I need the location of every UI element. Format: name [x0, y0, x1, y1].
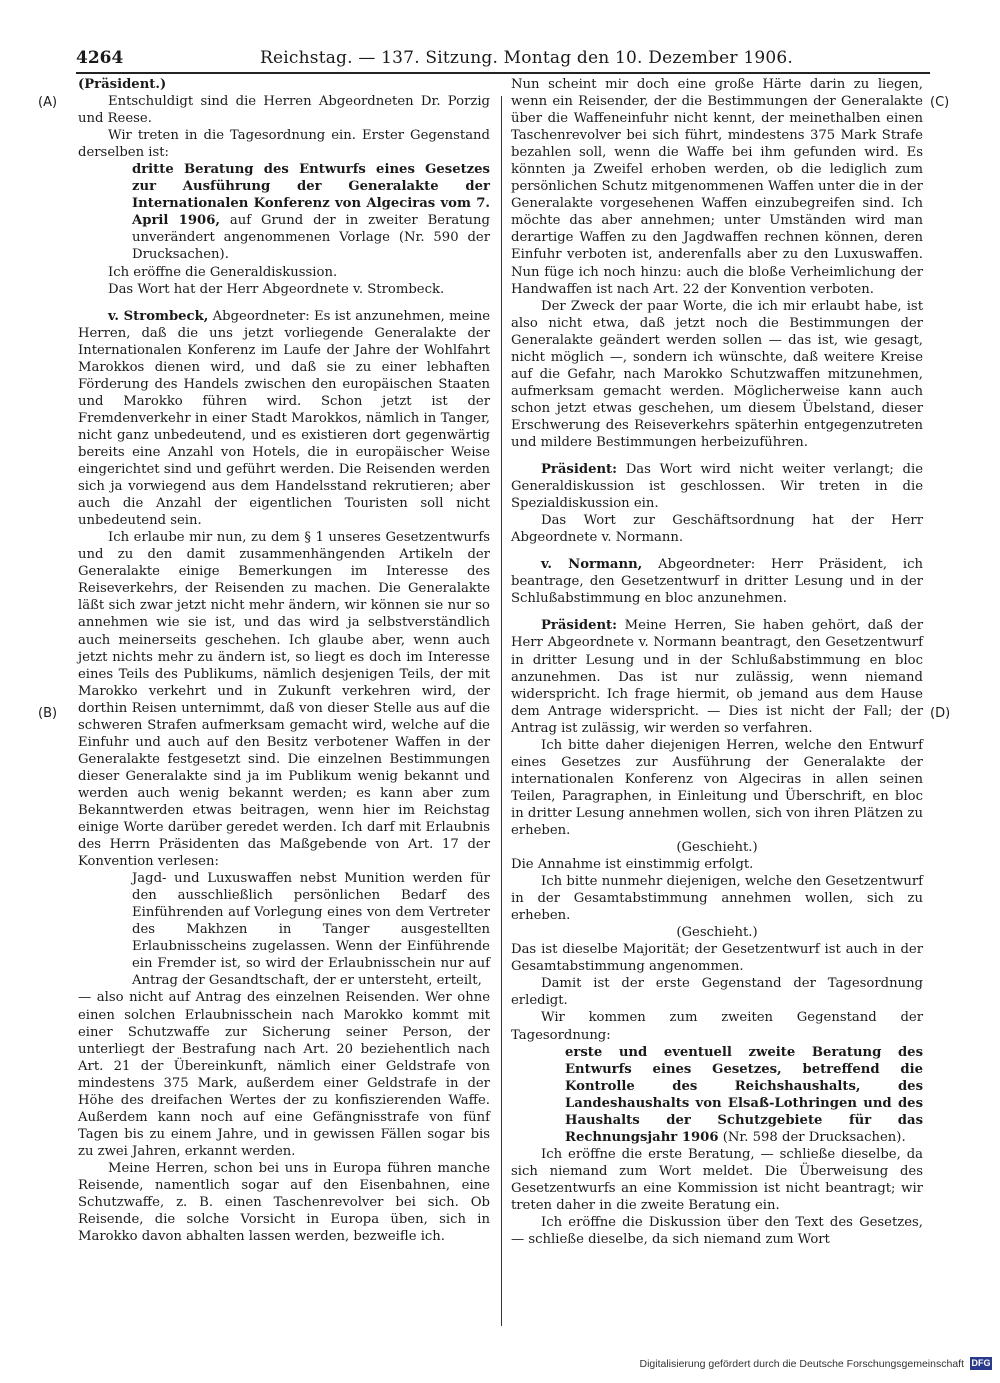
paragraph: Nun scheint mir doch eine große Härte darin zu liegen, wenn ein Reisender, der die Bestimmungen der Generalakte über die Waffeneinfuhr nicht kennt, der meinethalben einen Taschenrevolver bei sich führt, mindestens 375 Mark Strafe bezahlen soll, wenn die Waffe bei ihm gefunden wird. Es könnten ja Zweifel erhoben werden, ob die lediglich zum persönlichen Schutz mitgenommenen Waffen unter die in der Generalakte vorgesehenen Waffen einzubegreifen sind. Ich möchte das aber annehmen; unter Umständen wird man derartige Waffen zu den Jagdwaffen rechnen können, deren Einfuhr verboten ist, anderenfalls aber zu den Luxuswaffen. Nun füge ich noch hinzu: auch die bloße Verheimlichung der Handwaffen ist nach Art. 22 der Konvention verboten.: [511, 77, 923, 297]
margin-mark-d: (D): [930, 706, 951, 721]
speech-text: Abgeordneter: Es ist anzunehmen, meine Herren, daß die uns jetzt vorliegende Generalakte der Internationalen Konferenz im Laufe der Jahre der Wohlfahrt Marokkos dienen wird, und daß sie zu einer lebhaften Förderung des Handels zwischen den europäischen Staaten und Marokko führen wird. Schon jetzt ist der Fremdenverkehr in einer Stadt Marokkos, nämlich in Tanger, nicht ganz unbedeutend, und es existieren dort gegenwärtig bereits eine Anzahl von Hotels, die in europäischer Weise eingerichtet sind und geführt werden. Die Reisenden werden sich ja vorwiegend aus dem Handelsstand rekrutieren; aber auch die Anzahl der eigentlichen Touristen soll nicht unbedeutend sein.: [78, 308, 491, 529]
speech-text: Abgeordneter: Herr Präsident, ich beantrage, den Gesetzentwurf in dritter Lesung und in der Schlußabstimmung en bloc anzunehmen.: [511, 557, 923, 607]
page-number: 4264: [76, 48, 124, 68]
speech: [511, 556, 923, 607]
speech: [511, 617, 923, 736]
margin-mark-c: (C): [930, 95, 950, 110]
column-divider: [501, 96, 502, 1326]
speaker-name: v. Normann,: [541, 557, 643, 573]
paragraph: Die Annahme ist einstimmig erfolgt.: [511, 857, 754, 873]
speaker-name: v. Strombeck,: [108, 308, 209, 324]
quoted-article: Jagd- und Luxuswaffen nebst Munition werden für den ausschließlich persönlichen Bedarf des Einführenden auf Vorlegung eines von dem Vertreter des Makhzen in Tanger ausgestellten Erlaubnisscheins zugelassen. Wenn der Einführende ein Fremder ist, so wird der Erlaubnisschein nur auf Antrag der Gesandtschaft, der er untersteht, erteilt,: [132, 871, 490, 989]
paragraph: Ich eröffne die erste Beratung, — schließe dieselbe, da sich niemand zum Wort meldet. Die Überweisung des Gesetzentwurfs an eine Kommission ist nicht beantragt; wir treten daher in die zweite Beratung ein.: [511, 1146, 923, 1213]
page-header: [76, 46, 930, 72]
speech-text: Das Wort wird nicht weiter verlangt; die Generaldiskussion ist geschlossen. Wir treten in die Spezialdiskussion ein.: [511, 462, 923, 512]
margin-mark-b: (B): [38, 706, 58, 721]
speech-text: Meine Herren, Sie haben gehört, daß der Herr Abgeordnete v. Normann beantragt, den Gesetzentwurf in dritter Lesung und in der Schlußabstimmung en bloc anzunehmen. Das ist nur zulässig, wenn niemand widerspricht. Ich frage hiermit, ob jemand aus dem Hause dem Antrage widerspricht. — Dies ist nicht der Fall; der Antrag ist zulässig, wir werden so verfahren.: [511, 618, 923, 736]
left-column: [78, 76, 490, 1245]
paragraph: Damit ist der erste Gegenstand der Tagesordnung erledigt.: [511, 976, 923, 1009]
margin-mark-a: (A): [38, 95, 58, 110]
running-title: Reichstag. — 137. Sitzung. Montag den 10. Dezember 1906.: [260, 48, 794, 68]
paragraph: Das ist dieselbe Majorität; der Gesetzentwurf ist auch in der Gesamtabstimmung angenommen.: [511, 942, 923, 975]
agenda-item-detail: (Nr. 598 der Drucksachen).: [718, 1129, 906, 1145]
agenda-item-detail: auf Grund der in zweiter Beratung unverändert angenommenen Vorlage (Nr. 590 der Drucksachen).: [132, 213, 490, 263]
digitization-credit: Digitalisierung gefördert durch die Deutsche Forschungsgemeinschaft: [639, 1358, 964, 1370]
paragraph: Entschuldigt sind die Herren Abgeordneten Dr. Porzig und Reese.: [78, 94, 490, 127]
speech: [511, 461, 923, 512]
header-rule: [76, 72, 930, 74]
speaker-name: Präsident:: [541, 462, 618, 478]
paragraph: Das Wort zur Geschäftsordnung hat der Herr Abgeordnete v. Normann.: [511, 513, 923, 546]
agenda-item-title: erste und eventuell zweite Beratung des Entwurfs eines Gesetzes, betreffend die Kontrolle des Reichshaushalts, des Landeshaushalts von Elsaß-Lothringen und des Haushalts der Schutzgebiete für das Rechnungsjahr 1906: [565, 1044, 923, 1145]
paragraph: Wir treten in die Tagesordnung ein. Erster Gegenstand derselben ist:: [78, 128, 490, 161]
paragraph: Ich bitte nunmehr diejenigen, welche den Gesetzentwurf in der Gesamtabstimmung annehmen wollen, sich zu erheben.: [511, 874, 923, 924]
stage-direction: (Geschieht.): [676, 925, 758, 941]
paragraph: Der Zweck der paar Worte, die ich mir erlaubt habe, ist also nicht etwa, daß jetzt noch die Bestimmungen der Generalakte geändert werden sollen — das ist, wie gesagt, nicht möglich —, sondern ich wünschte, daß weitere Kreise auf die Gefahr, nach Marokko Schutzwaffen mitzunehmen, aufmerksam gemacht werden. Möglicherweise kann auch schon jetzt etwas geschehen, um diesem Übelstand, dieser Erschwerung des Reiseverkehrs späterhin entgegenzutreten und mildere Bestimmungen herbeizuführen.: [511, 298, 923, 450]
stage-direction: (Geschieht.): [676, 840, 758, 856]
paragraph: Wir kommen zum zweiten Gegenstand der Tagesordnung:: [511, 1010, 923, 1043]
agenda-item: [132, 161, 490, 263]
agenda-item: [565, 1044, 923, 1146]
speaker-name: Präsident:: [541, 618, 618, 634]
paragraph: Meine Herren, schon bei uns in Europa führen manche Reisende, namentlich sogar auf den Eisenbahnen, eine Schutzwaffe, z. B. einen Taschenrevolver bei sich. Ob Reisende, die solche Vorsicht in Europa üben, sich in Marokko davon abhalten lassen werden, bezweifle ich.: [78, 1160, 490, 1245]
right-column: [511, 76, 923, 1248]
paragraph: Ich eröffne die Diskussion über den Text des Gesetzes, — schließe dieselbe, da sich niemand zum Wort: [511, 1215, 923, 1248]
dfg-logo: DFG: [971, 1358, 991, 1368]
speaker-label: (Präsident.): [78, 77, 167, 92]
paragraph: — also nicht auf Antrag des einzelnen Reisenden. Wer ohne einen solchen Erlaubnisschein nach Marokko kommt mit einer Schutzwaffe zur Sicherung seiner Person, der unterliegt der Bestrafung nach Art. 20 beziehentlich nach Art. 21 der Übereinkunft, nämlich einer Geldstrafe von mindestens 375 Mark, außerdem einer Geldstrafe in der Höhe des dreifachen Wertes der zu konfiszierenden Waffe. Außerdem kann noch auf eine Gefängnisstrafe von fünf Tagen bis zu einem Jahre, und in gewissen Fällen sogar bis zu zwei Jahren, erkannt werden.: [78, 990, 490, 1159]
paragraph: Ich bitte daher diejenigen Herren, welche den Entwurf eines Gesetzes zur Ausführung der Generalakte der internationalen Konferenz von Algeciras in allen seinen Teilen, Paragraphen, in Einleitung und Überschrift, en bloc in dritter Lesung annehmen wollen, sich von ihren Plätzen zu erheben.: [511, 737, 923, 838]
speech: [78, 308, 490, 530]
paragraph: Ich erlaube mir nun, zu dem § 1 unseres Gesetzentwurfs und zu den damit zusammenhängenden Artikeln der Generalakte einige Bemerkungen im Interesse des Reiseverkehrs, der Reisenden zu machen. Die Generalakte läßt sich zwar jetzt nicht mehr ändern, wir können sie nur so annehmen wie sie ist, und das wird ja selbstverständlich auch meinerseits geschehen. Ich glaube aber, wenn auch jetzt nichts mehr zu ändern ist, so liegt es doch im Interesse eines Teils des Publikums, nämlich desjenigen Teils, der mit Marokko verkehrt und in Zukunft verkehren wird, der dorthin Reisen unternimmt, daß von dieser Stelle aus auf die schweren Strafen aufmerksam gemacht wird, welche auf die Einfuhr und auch auf den Besitz verbotener Waffen in der Generalakte festgesetzt sind. Die einzelnen Bestimmungen dieser Generalakte sind ja im Publikum wenig bekannt und werden auch wenig bekannt werden; es kann aber zum Bekanntwerden etwas beitragen, wenn hier im Reichstag einige Worte darüber geredet werden. Ich darf mit Erlaubnis des Herrn Präsidenten das Maßgebende von Art. 17 der Konvention verlesen:: [78, 530, 490, 870]
paragraph: Das Wort hat der Herr Abgeordnete v. Strombeck.: [108, 281, 445, 297]
agenda-item-title: dritte Beratung des Entwurfs eines Gesetzes zur Ausführung der Generalakte der Internationalen Konferenz von Algeciras vom 7. April 1906,: [132, 162, 490, 229]
paragraph: Ich eröffne die Generaldiskussion.: [108, 264, 338, 280]
